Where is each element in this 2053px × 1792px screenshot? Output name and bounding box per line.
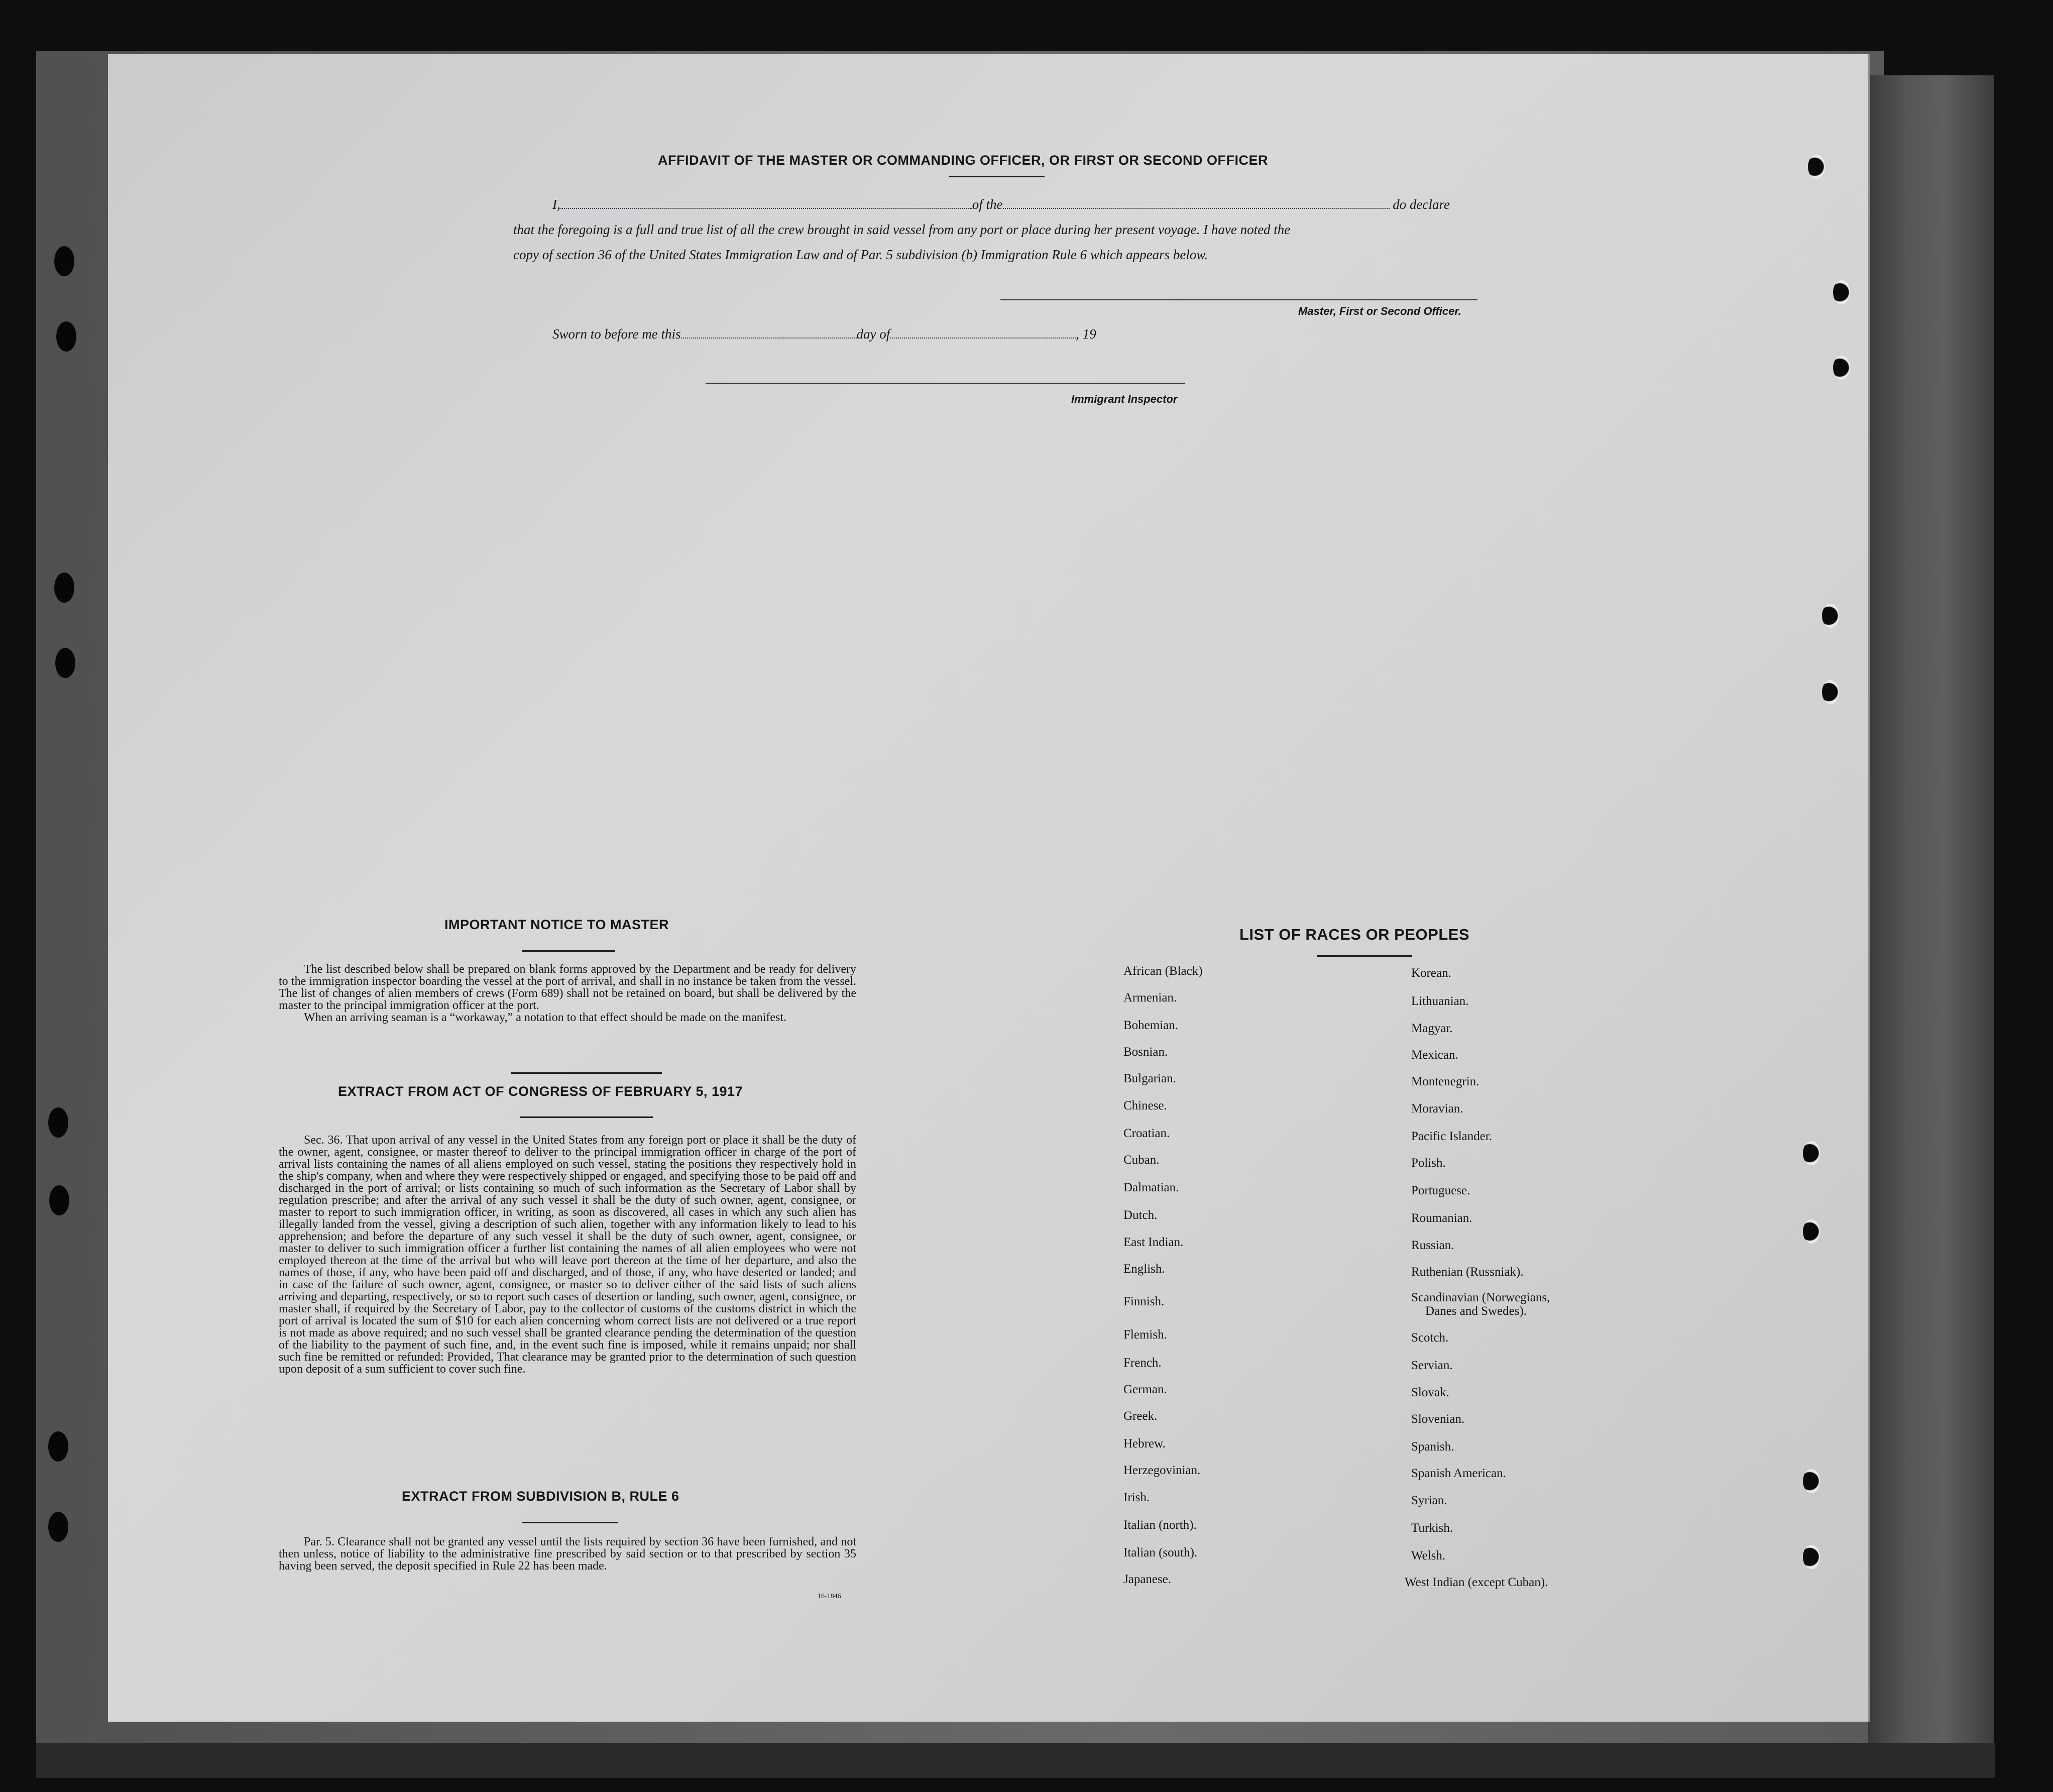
notice-title-rule — [522, 950, 615, 952]
race-item: English. — [1123, 1262, 1165, 1276]
race-item: Greek. — [1123, 1409, 1158, 1423]
punch-hole-icon — [1822, 604, 1839, 628]
affidavit-title-rule — [949, 176, 1045, 177]
race-item: Italian (south). — [1123, 1546, 1198, 1559]
punch-hole-icon — [48, 1107, 68, 1138]
race-item: Magyar. — [1411, 1022, 1453, 1035]
extract-rule-body — [279, 1536, 856, 1572]
race-item: Welsh. — [1411, 1549, 1446, 1562]
paragraph-5-text: Par. 5. Clearance shall not be granted any vessel until the lists required by section 36 have been furnished, and not then unless, notice of liability to the administrative fine prescribed by said section or to that prescribed by section 35 having been served, the deposit specified in Rule 22 has been made. — [279, 1535, 856, 1573]
punch-hole-icon — [1833, 356, 1850, 380]
race-item: Italian (north). — [1123, 1518, 1197, 1532]
affidavit-i-label: I, — [552, 197, 560, 212]
vessel-name-blank[interactable] — [1003, 199, 1390, 209]
race-item: Montenegrin. — [1411, 1075, 1479, 1088]
race-item: Dalmatian. — [1123, 1181, 1179, 1194]
sworn-label: Sworn to before me this — [552, 326, 681, 342]
race-item: Scotch. — [1411, 1331, 1449, 1345]
sworn-day-of: day of — [856, 326, 890, 342]
race-item: Herzegovinian. — [1123, 1464, 1201, 1477]
race-item: Spanish American. — [1411, 1467, 1506, 1480]
race-item: African (Black) — [1123, 964, 1203, 978]
inspector-signature-line[interactable] — [706, 383, 1185, 384]
punch-hole-icon — [48, 1512, 68, 1542]
extract-act-title-rule — [520, 1116, 653, 1118]
notice-paragraph-1: The list described below shall be prepared on blank forms approved by the Department and be ready for delivery to the immigration inspector boarding the vessel at the port of arrival, and shall in no instance be taken from the vessel. The list of changes of alien members of crews (Form 689) shall not be retained on board, but shall be delivered by the master to the principal immigration officer at the port. — [279, 963, 856, 1012]
notice-title: IMPORTANT NOTICE TO MASTER — [444, 917, 669, 932]
race-item: Roumanian. — [1411, 1211, 1472, 1225]
sworn-month-blank[interactable] — [890, 328, 1076, 339]
punch-hole-icon — [54, 246, 74, 276]
extract-act-title: EXTRACT FROM ACT OF CONGRESS OF FEBRUARY 5, 1917 — [338, 1084, 743, 1099]
race-item: Croatian. — [1123, 1127, 1170, 1140]
race-item: Slovenian. — [1411, 1412, 1465, 1426]
affidavit-of-the: of the — [972, 197, 1003, 212]
race-item: German. — [1123, 1383, 1167, 1396]
document-page — [108, 54, 1870, 1722]
officer-name-blank[interactable] — [560, 199, 972, 209]
punch-hole-icon — [1803, 1469, 1820, 1493]
affidavit-do-declare: do declare — [1393, 197, 1450, 212]
races-title: LIST OF RACES OR PEOPLES — [1239, 926, 1470, 943]
race-item: Dutch. — [1123, 1208, 1158, 1222]
race-item: Armenian. — [1123, 991, 1177, 1004]
affidavit-line-1 — [552, 197, 1450, 212]
sworn-day-blank[interactable] — [681, 328, 857, 339]
race-item: Bulgarian. — [1123, 1072, 1176, 1085]
scan-bottom-edge — [36, 1743, 1995, 1778]
race-item: Spanish. — [1411, 1440, 1454, 1453]
extract-act-body — [279, 1134, 856, 1375]
punch-hole-icon — [49, 1185, 69, 1215]
race-item: Flemish. — [1123, 1328, 1167, 1341]
race-item: East Indian. — [1123, 1236, 1184, 1249]
extract-rule-title: EXTRACT FROM SUBDIVISION B, RULE 6 — [402, 1489, 679, 1504]
race-item: West Indian (except Cuban). — [1405, 1576, 1548, 1589]
race-item: Danes and Swedes). — [1425, 1304, 1527, 1318]
notice-body — [279, 963, 856, 1024]
race-item: French. — [1123, 1356, 1162, 1370]
race-item: Polish. — [1411, 1156, 1446, 1170]
punch-hole-icon — [48, 1431, 68, 1462]
master-signature-label: Master, First or Second Officer. — [1298, 305, 1461, 317]
race-item: Ruthenian (Russniak). — [1411, 1265, 1524, 1279]
race-item: Hebrew. — [1123, 1437, 1166, 1450]
race-item: Korean. — [1411, 966, 1451, 980]
race-item: Chinese. — [1123, 1099, 1167, 1112]
race-item: Moravian. — [1411, 1102, 1463, 1115]
race-item: Finnish. — [1123, 1295, 1165, 1308]
punch-hole-icon — [1822, 680, 1839, 704]
race-item: Pacific Islander. — [1411, 1130, 1493, 1143]
races-title-rule — [1317, 955, 1412, 957]
affidavit-line-3: copy of section 36 of the United States Immigration Law and of Par. 5 subdivision (b) Immigration Rule 6 which appears below. — [513, 247, 1208, 262]
punch-hole-icon — [1803, 1545, 1820, 1569]
punch-hole-icon — [54, 573, 74, 603]
race-item: Russian. — [1411, 1239, 1454, 1252]
race-item: Slovak. — [1411, 1386, 1449, 1399]
extract-rule-title-rule — [522, 1522, 618, 1523]
race-item: Lithuanian. — [1411, 994, 1469, 1008]
master-signature-line[interactable] — [1000, 299, 1477, 300]
affidavit-title: AFFIDAVIT OF THE MASTER OR COMMANDING OFFICER, OR FIRST OR SECOND OFFICER — [658, 153, 1268, 168]
punch-hole-icon — [1803, 1219, 1820, 1244]
form-number: 16-1846 — [818, 1593, 841, 1600]
sworn-year-prefix: 19 — [1082, 326, 1096, 342]
punch-hole-icon — [1808, 155, 1825, 179]
race-item: Bosnian. — [1123, 1045, 1168, 1059]
punch-hole-icon — [1833, 280, 1850, 304]
binder-edge — [1868, 75, 1994, 1743]
punch-hole-icon — [56, 321, 76, 352]
notice-paragraph-2: When an arriving seaman is a “workaway,” a notation to that effect should be made on the manifest. — [304, 1011, 786, 1024]
race-item: Portuguese. — [1411, 1184, 1470, 1197]
race-item: Syrian. — [1411, 1494, 1447, 1507]
notice-end-rule — [511, 1072, 662, 1074]
inspector-label: Immigrant Inspector — [1071, 393, 1178, 405]
punch-hole-icon — [55, 648, 75, 678]
race-item: Turkish. — [1411, 1521, 1453, 1535]
race-item: Servian. — [1411, 1359, 1453, 1372]
affidavit-line-2: that the foregoing is a full and true list of all the crew brought in said vessel from any port or place during her present voyage. I have noted the — [513, 222, 1291, 237]
race-item: Mexican. — [1411, 1048, 1458, 1062]
race-item: Cuban. — [1123, 1153, 1160, 1167]
section-36-text: Sec. 36. That upon arrival of any vessel in the United States from any foreign port or place it shall be the duty of the owner, agent, consignee, or master thereof to deliver to the principal immigration officer in charge of the port of arrival lists containing the names of all aliens employed on such vessel, stating the positions they respectively hold in the ship's company, when and where they were respectively shipped or engaged, and specifying those to be paid off and discharged in the port of arrival; or lists containing so much of such information as the Secretary of Labor shall by regulation prescribe; and after the arrival of any such vessel it shall be the duty of such owner, agent, consignee, or master to report to such immigration officer, in writing, as soon as discovered, all cases in which any such alien has illegally landed from the vessel, giving a description of such alien, together with any information likely to lead to his apprehension; and before the departure of any such vessel it shall be the duty of such owner, agent, consignee, or master to deliver to such immigration officer a further list containing the names of all alien employees who were not employed thereon at the time of the arrival but who will leave port thereon at the time of her departure, and also the names of those, if any, who have been paid off and discharged, and of those, if any, who have deserted or landed; and in case of the failure of such owner, agent, consignee, or master so to deliver either of the said lists of such aliens arriving and departing, respectively, or so to report such cases of desertion or landing, such owner, agent, consignee, or master shall, if required by the Secretary of Labor, pay to the collector of customs of the customs district in which the port of arrival is located the sum of $10 for each alien concerning whom correct lists are not delivered or a true report is not made as above required; and no such vessel shall be granted clearance pending the determination of the question of the liability to the payment of such fine, and, in the event such fine is imposed, while it remains unpaid; nor shall such fine be remitted or refunded: Provided, That clearance may be granted prior to the determination of such question upon deposit of a sum sufficient to cover such fine. — [279, 1134, 856, 1376]
race-item: Japanese. — [1123, 1573, 1172, 1586]
race-item: Irish. — [1123, 1491, 1150, 1504]
punch-hole-icon — [1803, 1141, 1820, 1165]
race-item: Scandinavian (Norwegians, — [1411, 1291, 1550, 1304]
race-item: Bohemian. — [1123, 1019, 1179, 1032]
sworn-line: Sworn to before me this day of , 19 — [552, 326, 1096, 342]
